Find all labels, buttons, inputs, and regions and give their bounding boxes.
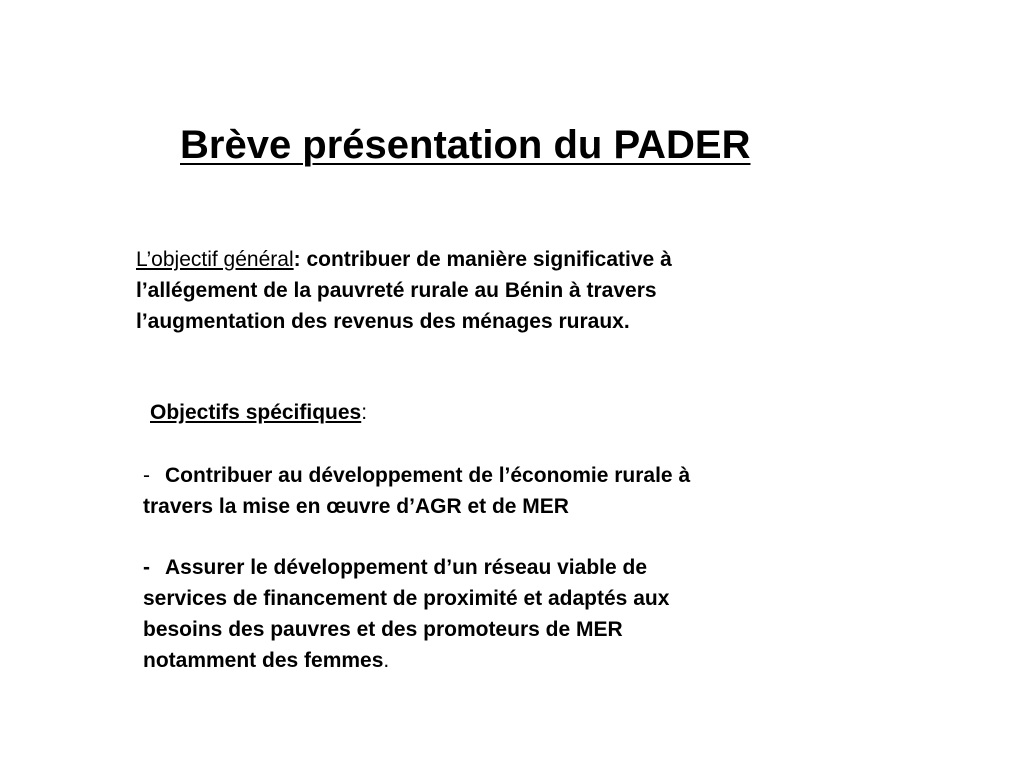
specific-objective-2-text-1: Assurer le développement d’un réseau viable de bbox=[165, 556, 648, 579]
specific-objectives-separator: : bbox=[361, 401, 368, 424]
specific-objectives-label: Objectifs spécifiques bbox=[150, 401, 362, 424]
specific-objective-2-trailing-period: . bbox=[383, 649, 390, 672]
specific-objective-2-text-4: notamment des femmes bbox=[143, 649, 384, 672]
specific-objective-1-line-1 bbox=[143, 460, 833, 491]
specific-objective-2-line-2: services de financement de proximité et adaptés aux bbox=[143, 587, 670, 610]
specific-objective-item-1 bbox=[143, 460, 833, 522]
specific-objective-2-line-3: besoins des pauvres et des promoteurs de MER bbox=[143, 618, 623, 641]
bullet-dash-marker: - bbox=[143, 464, 150, 487]
general-objective-line-3: l’augmentation des revenus des ménages ruraux. bbox=[136, 310, 630, 333]
general-objective-separator: : bbox=[293, 248, 301, 271]
specific-objective-2-line-1 bbox=[143, 552, 833, 583]
general-objective-line-2: l’allégement de la pauvreté rurale au Bénin à travers bbox=[136, 279, 657, 302]
general-objective-label: L’objectif général bbox=[136, 248, 294, 271]
general-objective-text-1: contribuer de manière significative à bbox=[300, 248, 672, 271]
bullet-dash-marker: - bbox=[143, 556, 150, 579]
specific-objective-2-line-4 bbox=[143, 645, 833, 676]
slide-title: Brève présentation du PADER bbox=[180, 123, 751, 167]
specific-objectives-heading bbox=[150, 397, 367, 428]
specific-objective-item-2 bbox=[143, 552, 833, 676]
general-objective bbox=[136, 244, 826, 337]
specific-objective-1-text-1: Contribuer au développement de l’économie rurale à bbox=[165, 464, 691, 487]
general-objective-line-1 bbox=[136, 244, 826, 275]
specific-objective-1-line-2: travers la mise en œuvre d’AGR et de MER bbox=[143, 495, 569, 518]
